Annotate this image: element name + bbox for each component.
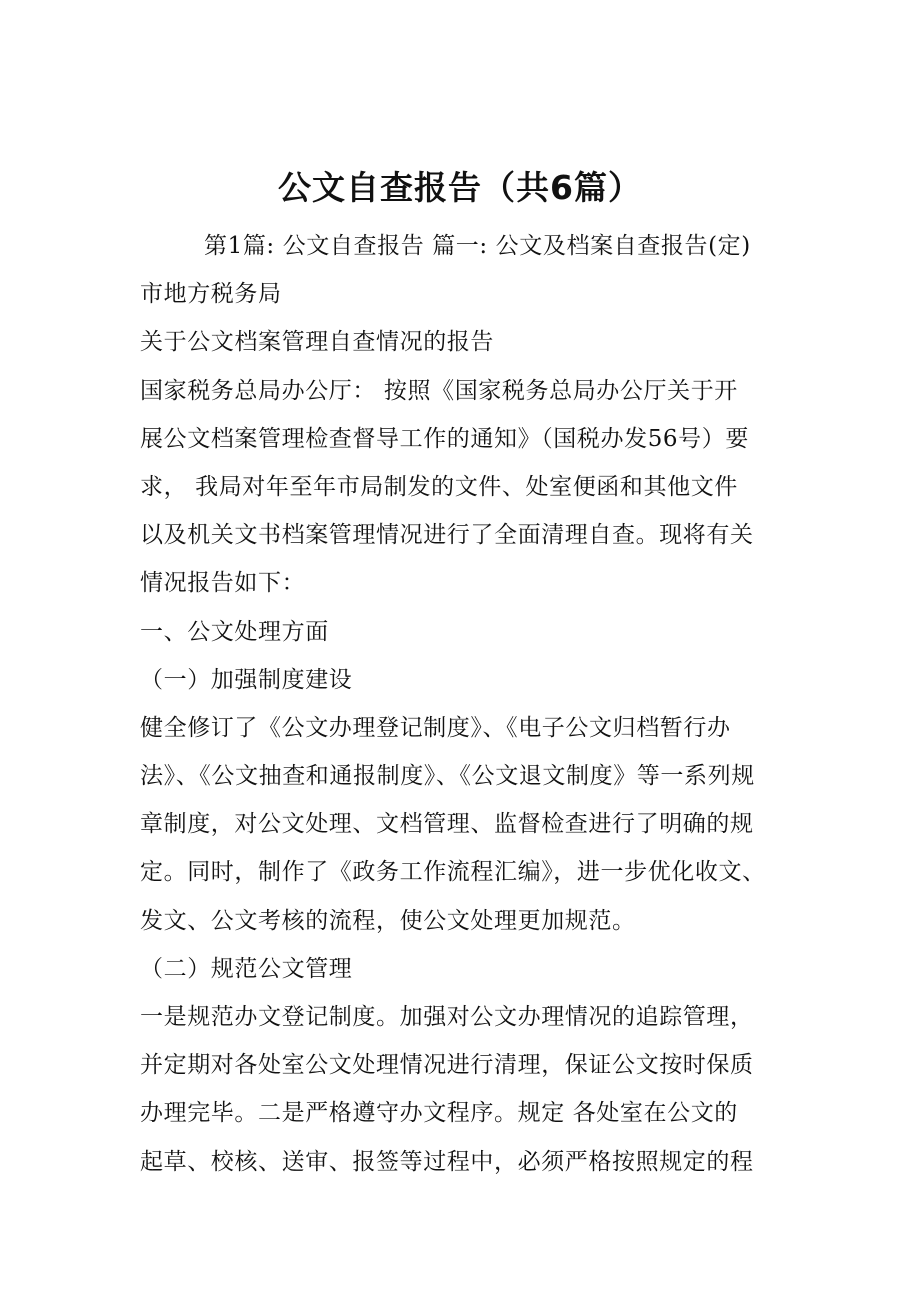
- document-title: 公文自查报告（共6篇）: [278, 168, 642, 208]
- body-line-6: 求， 我局对年至年市局制发的文件、处室便函和其他文件: [140, 473, 738, 500]
- body-line-17: 一是规范办文登记制度。加强对公文办理情况的追踪管理，: [140, 1004, 754, 1030]
- body-line-1: 第1篇: 公文自查报告 篇一: 公文及档案自查报告(定): [204, 233, 751, 259]
- body-line-16: （二）规范公文管理: [140, 955, 353, 982]
- body-line-2: 市地方税务局: [140, 281, 282, 308]
- body-line-11: 健全修订了《公文办理登记制度》、《电子公文归档暂行办: [140, 714, 731, 741]
- body-line-4: 国家税务总局办公厅： 按照《国家税务总局办公厅关于开: [140, 377, 738, 404]
- body-line-19: 办理完毕。二是严格遵守办文程序。规定 各处室在公文的: [140, 1100, 738, 1127]
- body-line-20: 起草、校核、送审、报签等过程中，必须严格按照规定的程: [140, 1148, 754, 1175]
- body-line-5: 展公文档案管理检查督导工作的通知》（国税办发56号）要: [140, 425, 749, 452]
- body-line-3: 关于公文档案管理自查情况的报告: [140, 329, 494, 356]
- body-line-18: 并定期对各处室公文处理情况进行清理，保证公文按时保质: [140, 1052, 754, 1079]
- body-line-14: 定。同时，制作了《政务工作流程汇编》，进一步优化收文、: [140, 859, 766, 886]
- body-line-9: 一、公文处理方面: [140, 618, 329, 645]
- body-line-13: 章制度，对公文处理、文档管理、监督检查进行了明确的规: [140, 811, 754, 838]
- body-line-12: 法》、《公文抽查和通报制度》、《公文退文制度》等一系列规: [140, 763, 755, 790]
- document-body: [140, 222, 785, 1186]
- body-line-7: 以及机关文书档案管理情况进行了全面清理自查。现将有关: [140, 522, 754, 549]
- body-line-10: （一）加强制度建设: [140, 666, 353, 693]
- body-line-8: 情况报告如下：: [140, 570, 306, 597]
- body-line-15: 发文、公文考核的流程，使公文处理更加规范。: [140, 907, 636, 934]
